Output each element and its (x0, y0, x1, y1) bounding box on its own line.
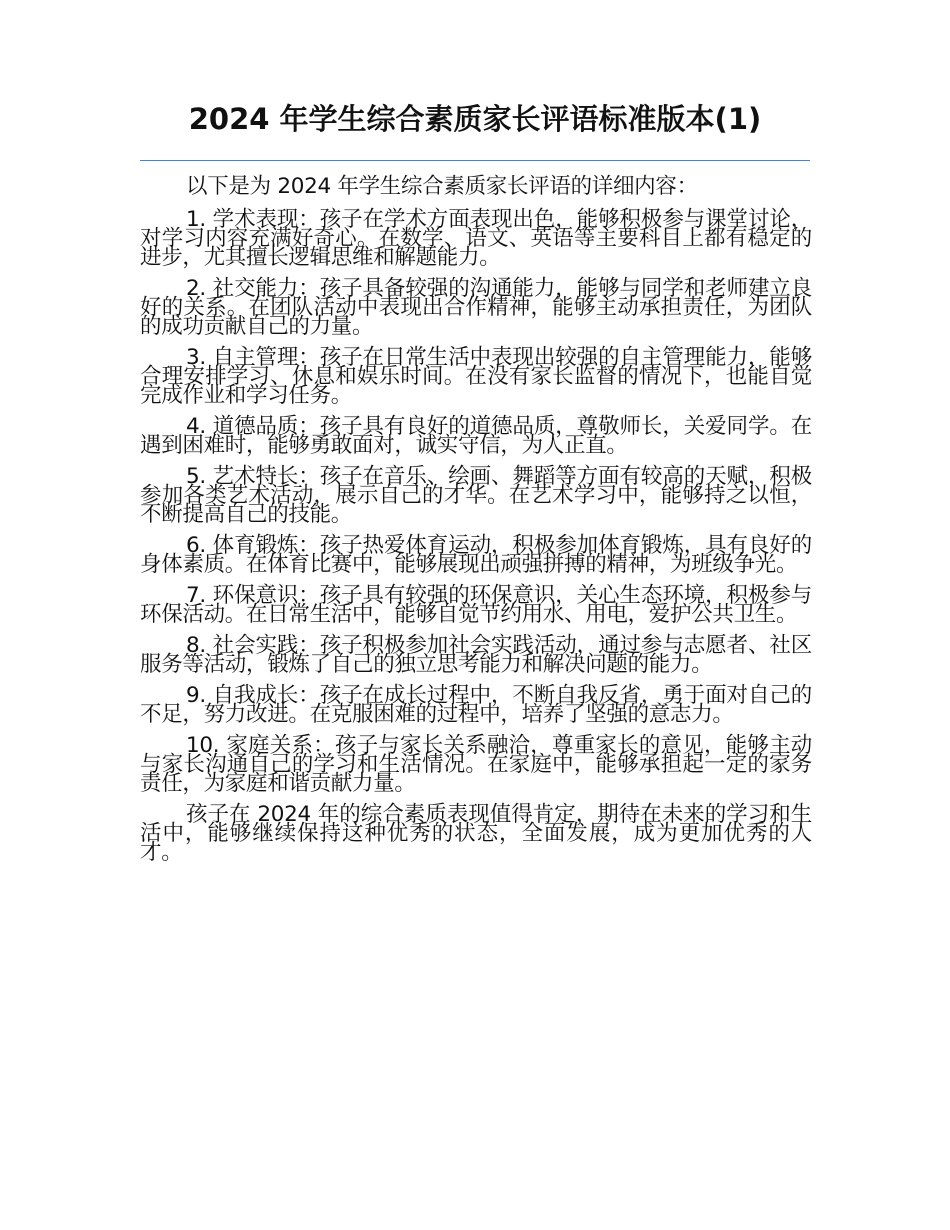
document-body (140, 174, 812, 874)
item-arts: 5. 艺术特长：孩子在音乐、绘画、舞蹈等方面有较高的天赋，积极参加各类艺术活动，展示自己的才华。在艺术学习中，能够持之以恒，不断提高自己的技能。 (140, 464, 812, 527)
item-sports: 6. 体育锻炼：孩子热爱体育运动，积极参加体育锻炼，具有良好的身体素质。在体育比赛中，能够展现出顽强拼搏的精神，为班级争光。 (140, 533, 812, 577)
item-environment: 7. 环保意识：孩子具有较强的环保意识，关心生态环境，积极参与环保活动。在日常生活中，能够自觉节约用水、用电，爱护公共卫生。 (140, 583, 812, 627)
title-divider (140, 160, 810, 161)
item-self-management: 3. 自主管理：孩子在日常生活中表现出较强的自主管理能力，能够合理安排学习、休息和娱乐时间。在没有家长监督的情况下，也能自觉完成作业和学习任务。 (140, 345, 812, 408)
item-social-practice: 8. 社会实践：孩子积极参加社会实践活动，通过参与志愿者、社区服务等活动，锻炼了自己的独立思考能力和解决问题的能力。 (140, 633, 812, 677)
conclusion-paragraph: 孩子在 2024 年的综合素质表现值得肯定，期待在未来的学习和生活中，能够继续保持这种优秀的状态，全面发展，成为更加优秀的人才。 (140, 802, 812, 865)
item-family: 10. 家庭关系：孩子与家长关系融洽，尊重家长的意见，能够主动与家长沟通自己的学习和生活情况。在家庭中，能够承担起一定的家务责任，为家庭和谐贡献力量。 (140, 733, 812, 796)
document-title: 2024 年学生综合素质家长评语标准版本(1) (188, 102, 762, 136)
item-academic: 1. 学术表现：孩子在学术方面表现出色，能够积极参与课堂讨论，对学习内容充满好奇心。在数学、语文、英语等主要科目上都有稳定的进步，尤其擅长逻辑思维和解题能力。 (140, 207, 812, 270)
item-moral: 4. 道德品质：孩子具有良好的道德品质，尊敬师长，关爱同学。在遇到困难时，能够勇敢面对，诚实守信，为人正直。 (140, 414, 812, 458)
item-self-growth: 9. 自我成长：孩子在成长过程中，不断自我反省，勇于面对自己的不足，努力改进。在克服困难的过程中，培养了坚强的意志力。 (140, 683, 812, 727)
intro-paragraph: 以下是为 2024 年学生综合素质家长评语的详细内容： (186, 174, 698, 199)
item-social: 2. 社交能力：孩子具备较强的沟通能力，能够与同学和老师建立良好的关系。在团队活动中表现出合作精神，能够主动承担责任，为团队的成功贡献自己的力量。 (140, 276, 812, 339)
